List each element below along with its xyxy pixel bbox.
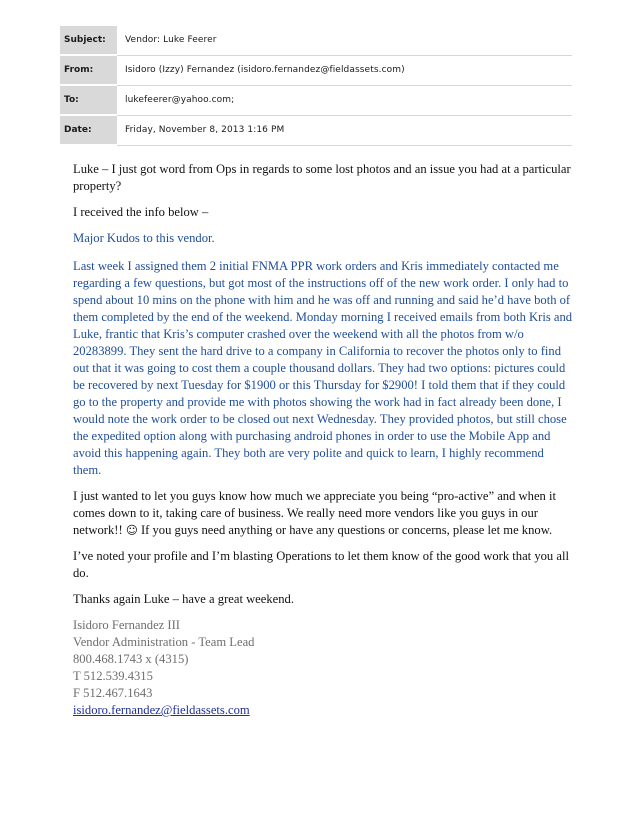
- signature-block: [73, 617, 573, 719]
- signature-t-line: T 512.539.4315: [73, 669, 153, 683]
- header-row-date: [60, 115, 572, 145]
- email-header-table: [60, 26, 572, 146]
- subject-label: Subject:: [60, 26, 117, 55]
- signature-email-link[interactable]: isidoro.fernandez@fieldassets.com: [73, 703, 250, 717]
- signature-f-line: F 512.467.1643: [73, 686, 153, 700]
- intro-paragraph: Luke – I just got word from Ops in regards to some lost photos and an issue you had at a particular property?: [73, 162, 571, 193]
- received-paragraph: I received the info below –: [73, 205, 209, 219]
- appreciation-text-a: I just wanted to let you guys know how much we appreciate you being “pro-active” and when it comes down to it, taking care of business. We really need more vendors like you guys in our network!!: [73, 489, 556, 537]
- signature-name: Isidoro Fernandez III: [73, 618, 181, 632]
- smiley-icon: ☺: [125, 523, 138, 537]
- signature-title: Vendor Administration - Team Lead: [73, 635, 255, 649]
- email-body: [73, 161, 573, 719]
- quoted-feedback-paragraph: Last week I assigned them 2 initial FNMA PPR work orders and Kris immediately contacted me regarding a few questions, but got most of the instructions off of the new work order. I only had to spend about 10 mins on the phone with him and he was off and running and said he’d have both of them completed by the end of the weekend. Monday morning I received emails from both Kris and Luke, frantic that Kris’s computer crashed over the weekend with all the photos from w/o 20283899. They sent the hard drive to a company in California to recover the photos only to find out that it was going to cost them a couple thousand dollars. They had two options: pictures could be recovered by next Tuesday for $1900 or this Thursday for $2900! I told them that if they could go to the property and provide me with photos showing the work had in fact already been done, I would note the work order to be closed out next Wednesday. They provided photos, but still chose the expedited option along with purchasing android phones in order to use the Mobile App and avoid this happening again. They both are very polite and quick to learn, I highly recommend them.: [73, 259, 573, 477]
- from-value: Isidoro (Izzy) Fernandez (isidoro.fernandez@fieldassets.com): [117, 55, 572, 85]
- thanks-paragraph: Thanks again Luke – have a great weekend.: [73, 592, 294, 606]
- date-label: Date:: [60, 115, 117, 145]
- to-value: lukefeerer@yahoo.com;: [117, 85, 572, 115]
- header-row-subject: [60, 26, 572, 55]
- header-row-from: [60, 55, 572, 85]
- from-label: From:: [60, 55, 117, 85]
- appreciation-paragraph: [73, 488, 573, 539]
- appreciation-text-b: If you guys need anything or have any questions or concerns, please let me know.: [137, 523, 553, 537]
- kudos-paragraph: Major Kudos to this vendor.: [73, 231, 215, 245]
- noted-paragraph: I’ve noted your profile and I’m blasting Operations to let them know of the good work that you all do.: [73, 549, 569, 580]
- subject-value: Vendor: Luke Feerer: [117, 26, 572, 55]
- date-value: Friday, November 8, 2013 1:16 PM: [117, 115, 572, 145]
- header-row-to: [60, 85, 572, 115]
- to-label: To:: [60, 85, 117, 115]
- signature-phone: 800.468.1743 x (4315): [73, 652, 189, 666]
